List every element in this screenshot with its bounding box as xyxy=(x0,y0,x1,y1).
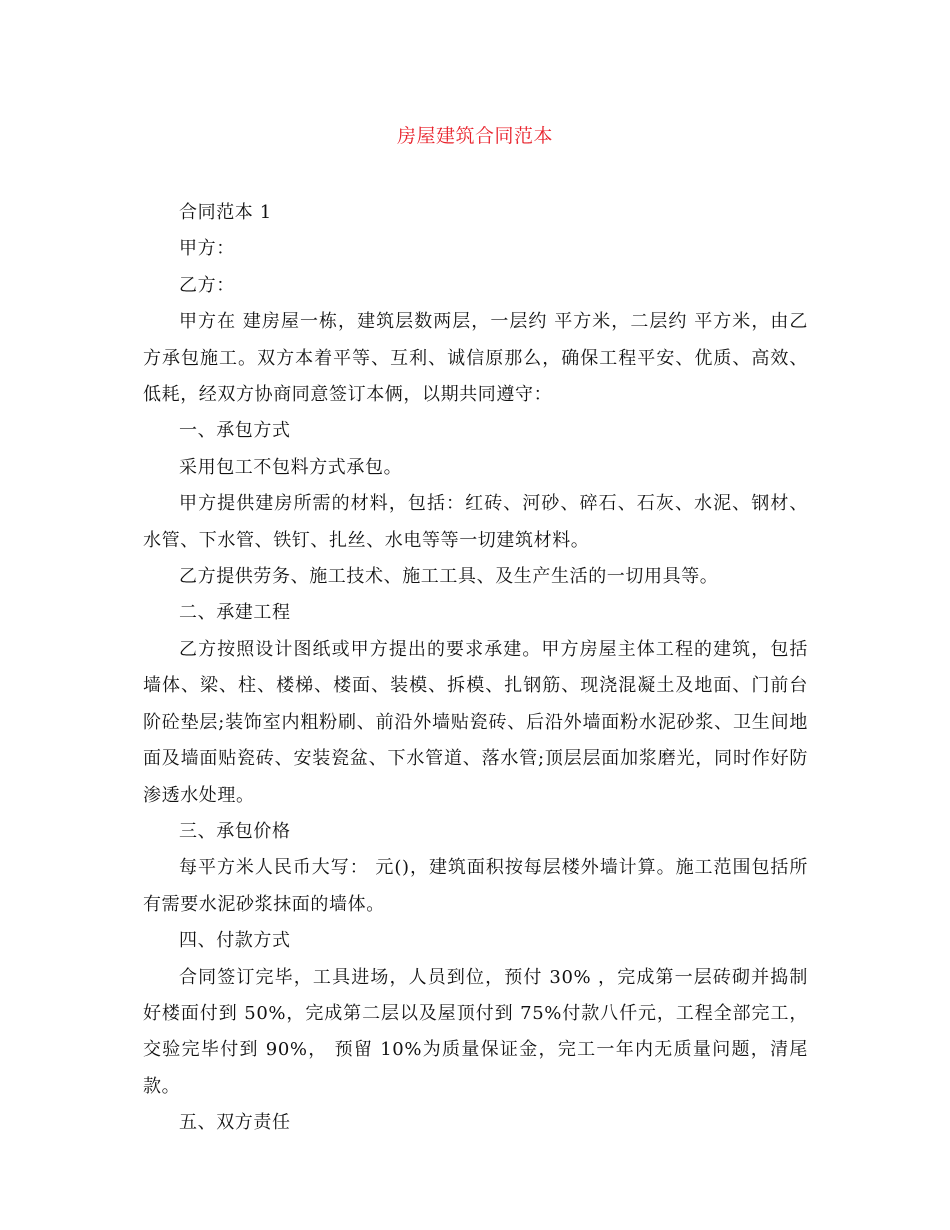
body-paragraph: 乙方按照设计图纸或甲方提出的要求承建。甲方房屋主体工程的建筑，包括墙体、梁、柱、楼梯、楼面、装模、拆模、扎钢筋、现浇混凝土及地面、门前台阶砼垫层;装饰室内粗粉刷、前沿外墙贴瓷砖、后沿外墙面粉水泥砂浆、卫生间地面及墙面贴瓷砖、安装瓷盆、下水管道、落水管;顶层层面加浆磨光，同时作好防渗透水处理。 xyxy=(143,638,808,806)
section-heading-responsibilities: 五、双方责任 xyxy=(179,1112,291,1134)
document-body xyxy=(143,195,808,1142)
body-paragraph: 每平方米人民币大写： 元()，建筑面积按每层楼外墙计算。施工范围包括所有需要水泥砂浆抹面的墙体。 xyxy=(143,857,808,915)
body-paragraph: 采用包工不包料方式承包。 xyxy=(179,456,403,478)
body-paragraph: 乙方提供劳务、施工技术、施工工具、及生产生活的一切用具等。 xyxy=(179,566,719,588)
contract-sample-label: 合同范本 1 xyxy=(179,202,272,223)
section-heading-payment-method: 四、付款方式 xyxy=(179,930,291,952)
party-a-line: 甲方： xyxy=(179,238,235,260)
body-paragraph: 合同签订完毕，工具进场，人员到位，预付 30% ，完成第一层砖砌并捣制好楼面付到 50%，完成第二层以及屋顶付到 75%付款八仟元，工程全部完工，交验完毕付到 90%， 预留 10%为质量保证金，完工一年内无质量问题，清尾款。 xyxy=(143,966,808,1097)
party-b-line: 乙方： xyxy=(179,274,235,296)
section-heading-contracting-method: 一、承包方式 xyxy=(179,420,291,442)
document-title: 房屋建筑合同范本 xyxy=(396,125,553,147)
preamble-paragraph: 甲方在 建房屋一栋，建筑层数两层，一层约 平方米，二层约 平方米，由乙方承包施工。双方本着平等、互利、诚信原那么，确保工程平安、优质、高效、低耗，经双方协商同意签订本俩，以期共同遵守： xyxy=(143,311,808,406)
section-heading-construction-scope: 二、承建工程 xyxy=(179,602,291,624)
body-paragraph: 甲方提供建房所需的材料，包括：红砖、河砂、碎石、石灰、水泥、钢材、水管、下水管、铁钉、扎丝、水电等等一切建筑材料。 xyxy=(143,493,808,551)
section-heading-contract-price: 三、承包价格 xyxy=(179,820,291,842)
